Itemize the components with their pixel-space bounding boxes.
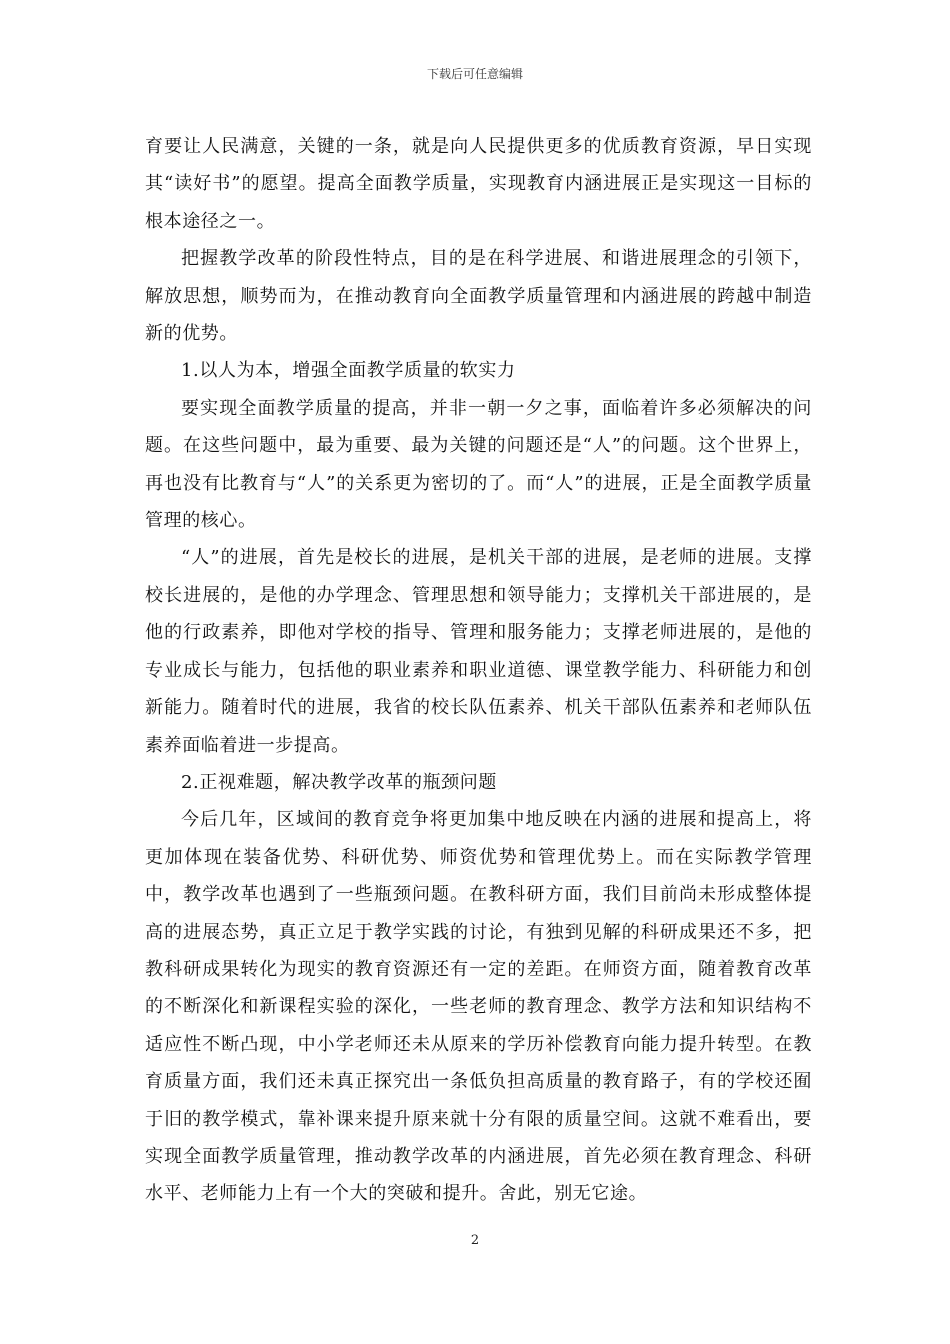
page-header: 下载后可任意编辑	[426, 67, 523, 81]
paragraph-reform-stage: 把握教学改革的阶段性特点，目的是在科学进展、和谐进展理念的引领下，解放思想，顺势而为，在推动教育向全面教学质量管理和内涵进展的跨越中制造新的优势。	[145, 248, 812, 345]
paragraph-bottleneck: 今后几年，区域间的教育竞争将更加集中地反映在内涵的进展和提高上，将更加体现在装备优势、科研优势、师资优势和管理优势上。而在实际教学管理中，教学改革也遇到了一些瓶颈问题。在教科研方面，我们目前尚未形成整体提高的进展态势，真正立足于教学实践的讨论，有独到见解的科研成果还不多，把教科研成果转化为现实的教育资源还有一定的差距。在师资方面，随着教育改革的不断深化和新课程实验的深化，一些老师的教育理念、教学方法和知识结构不适应性不断凸现，中小学老师还未从原来的学历补偿教育向能力提升转型。在教育质量方面，我们还未真正探究出一条低负担高质量的教育路子，有的学校还囿于旧的教学模式，靠补课来提升原来就十分有限的质量空间。这就不难看出，要实现全面教学质量管理，推动教学改革的内涵进展，首先必须在教育理念、科研水平、老师能力上有一个大的突破和提升。舍此，别无它途。	[145, 809, 812, 1205]
document-body	[145, 128, 812, 1213]
section-heading-1: 1.以人为本，增强全面教学质量的软实力	[181, 360, 516, 382]
paragraph-people-development: “人”的进展，首先是校长的进展，是机关干部的进展，是老师的进展。支撑校长进展的，是他的办学理念、管理思想和领导能力；支撑机关干部进展的，是他的行政素养，即他对学校的指导、管理和服务能力；支撑老师进展的，是他的专业成长与能力，包括他的职业素养和职业道德、课堂教学能力、科研能力和创新能力。随着时代的进展，我省的校长队伍素养、机关干部队伍素养和老师队伍素养面临着进一步提高。	[145, 547, 812, 756]
page-number: 2	[470, 1233, 480, 1248]
paragraph-quality-people: 要实现全面教学质量的提高，并非一朝一夕之事，面临着许多必须解决的问题。在这些问题中，最为重要、最为关键的问题还是“人”的问题。这个世界上，再也没有比教育与“人”的关系更为密切的了。而“人”的进展，正是全面教学质量管理的核心。	[145, 397, 812, 532]
section-heading-2: 2.正视难题，解决教学改革的瓶颈问题	[181, 771, 497, 793]
paragraph-continuation: 育要让人民满意，关键的一条，就是向人民提供更多的优质教育资源，早日实现其“读好书”的愿望。提高全面教学质量，实现教育内涵进展正是实现这一目标的根本途径之一。	[145, 136, 812, 232]
